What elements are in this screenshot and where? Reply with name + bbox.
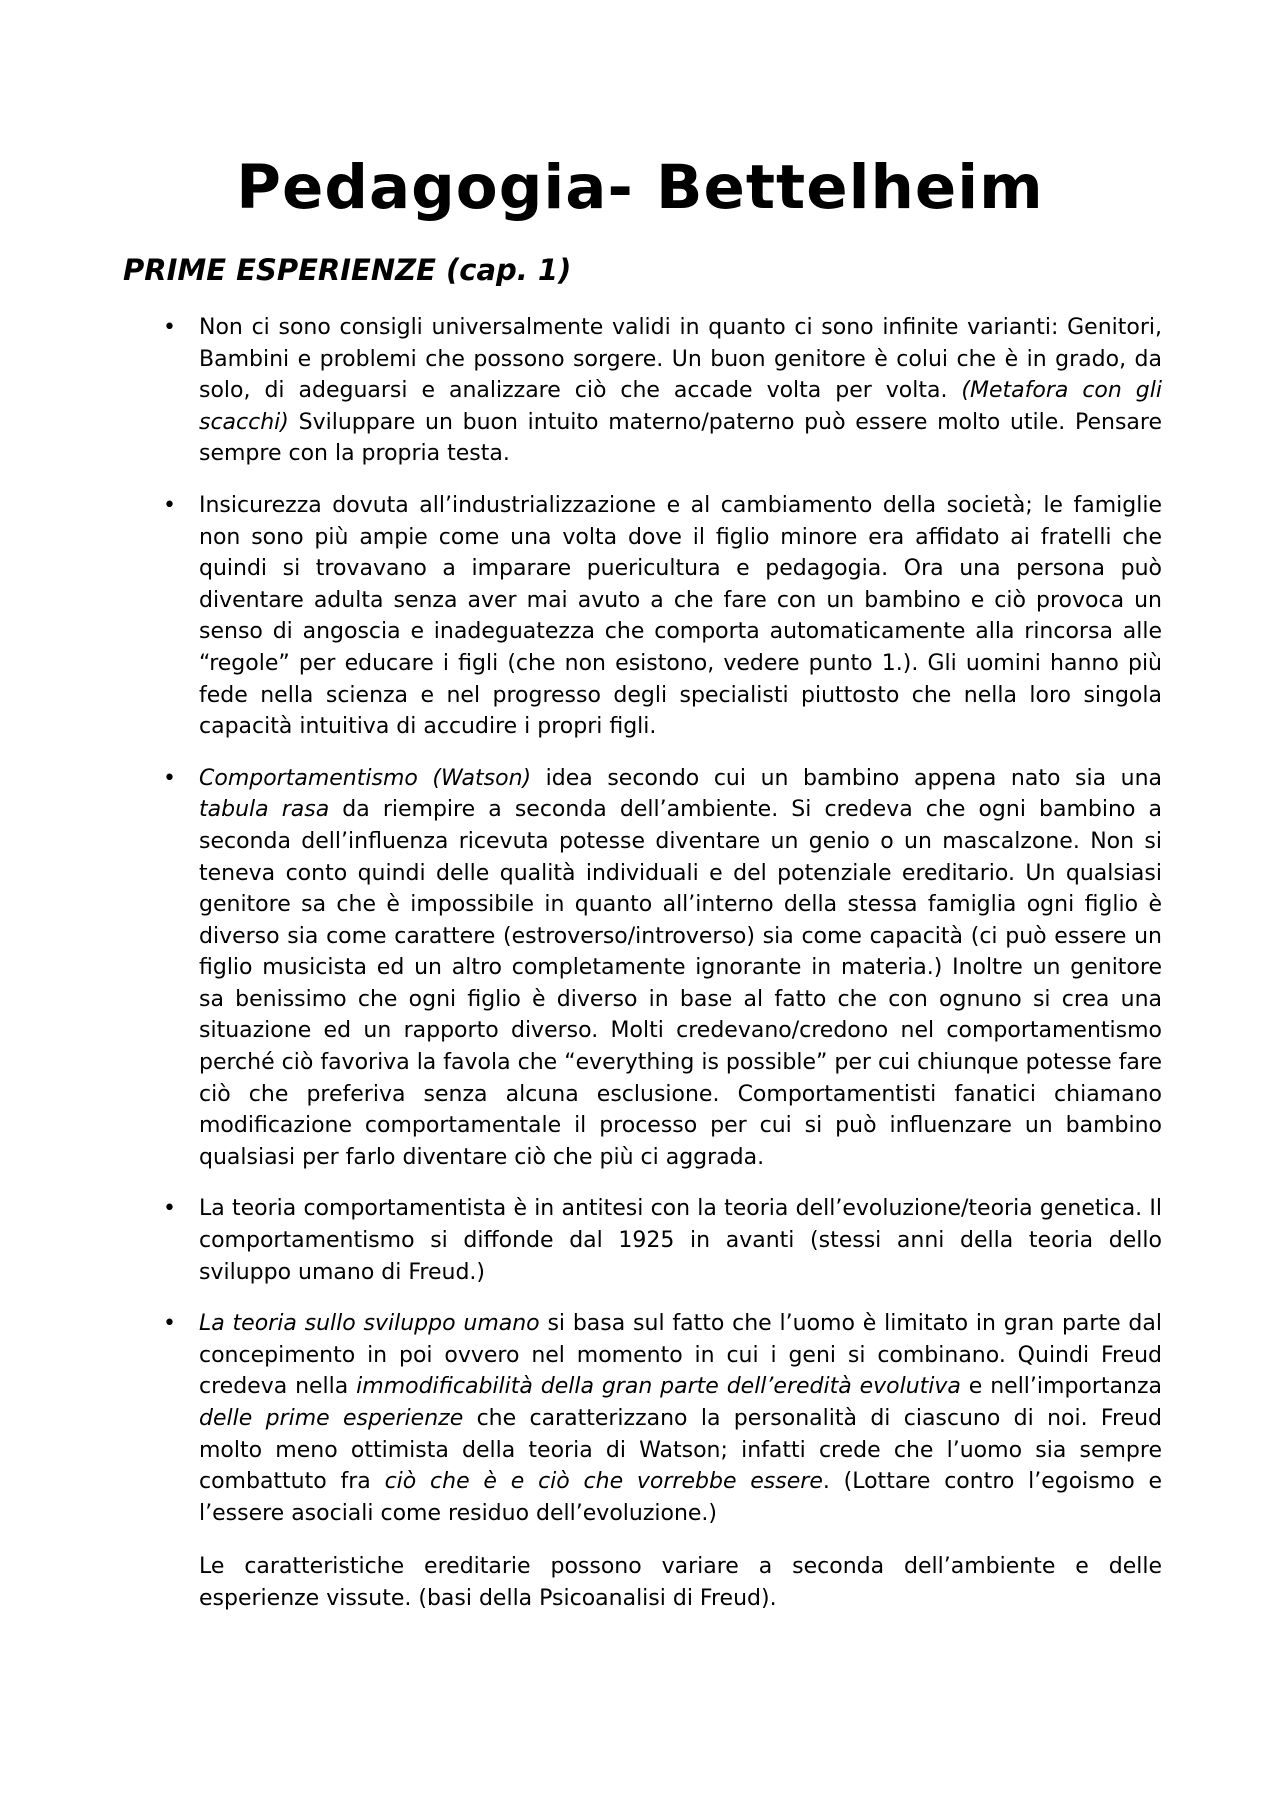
paragraph [199, 1308, 1162, 1529]
text-run: da riempire a seconda dell’ambiente. Si credeva che ogni bambino a seconda dell’influenza ricevuta potesse diventare un genio o un mascalzone. Non si teneva conto quindi delle qualità individuali e del potenziale ereditario. Un qualsiasi genitore sa che è impossibile in quanto all’interno della stessa famiglia ogni figlio è diverso sia come carattere (estroverso/introverso) sia come capacità (ci può essere un figlio musicista ed un altro completamente ignorante in materia.) Inoltre un genitore sa benissimo che ogni figlio è diverso in base al fatto che con ognuno si crea una situazione ed un rapporto diverso. Molti credevano/credono nel comportamentismo perché ciò favoriva la favola che “everything is possible” per cui chiunque potesse fare ciò che preferiva senza alcuna esclusione. Comportamentisti fanatici chiamano modificazione comportamentale il processo per cui si può influenzare un bambino qualsiasi per farlo diventare ciò che più ci aggrada. [199, 797, 1162, 1170]
bullet-icon: • [163, 492, 176, 518]
bullet-icon: • [163, 765, 176, 791]
list-item [0, 1308, 1162, 1614]
italic-text-run: ciò che è e ciò che vorrebbe essere [384, 1469, 823, 1495]
italic-text-run: delle prime esperienze [199, 1406, 464, 1431]
text-run: Le caratteristiche ereditarie possono variare a seconda dell’ambiente e delle esperienze vissute. (basi della Psicoanalisi di Freud). [199, 1554, 1162, 1611]
bullet-icon: • [163, 1196, 176, 1222]
section-heading: PRIME ESPERIENZE (cap. 1) [123, 253, 572, 287]
bullet-icon: • [163, 1311, 176, 1337]
paragraph [199, 1551, 1162, 1614]
italic-text-run: (Metafora con gli scacchi) [199, 378, 1162, 435]
bullet-list [0, 312, 1280, 1635]
paragraph [199, 763, 1162, 1174]
list-item [0, 1193, 1162, 1288]
document-title: Pedagogia- Bettelheim [236, 152, 1044, 223]
italic-text-run: tabula rasa [199, 797, 330, 823]
list-item [0, 312, 1162, 470]
italic-text-run: La teoria sullo sviluppo umano [199, 1311, 540, 1337]
list-item [0, 763, 1162, 1174]
text-run: e nell’importanza [960, 1374, 1162, 1400]
text-run: Sviluppare un buon intuito materno/paterno può essere molto utile. Pensare sempre con la propria testa. [199, 409, 1162, 467]
bullet-icon: • [163, 315, 176, 340]
text-run: si basa sul fatto che l’uomo è limitato in gran parte dal concepimento in poi ovvero nel momento in cui i geni si combinano. Quindi Freud credeva nella [199, 1311, 1162, 1400]
text-run: Insicurezza dovuta all’industrializzazione e al cambiamento della società; le famiglie non sono più ampie come una volta dove il figlio minore era affidato ai fratelli che quindi si trovavano a imparare puericultura e pedagogia. Ora una persona può diventare adulta senza aver mai avuto a che fare con un bambino e ciò provoca un senso di angoscia e inadeguatezza che comporta automaticamente alla rincorsa alle “regole” per educare i figli (che non esistono, vedere punto 1.). Gli uomini hanno più fede nella scienza e nel progresso degli specialisti piuttosto che nella loro singola capacità intuitiva di accudire i propri figli. [199, 492, 1162, 740]
italic-text-run: Comportamentismo (Watson) [199, 765, 532, 791]
paragraph [199, 490, 1162, 743]
text-run: idea secondo cui un bambino appena nato sia una [531, 765, 1162, 791]
text-run: Non ci sono consigli universalmente validi in quanto ci sono infinite varianti: Genitori, Bambini e problemi che possono sorgere. Un buon genitore è colui che è in grado, da solo, di adeguarsi e analizzare ciò che accade volta per volta. [199, 315, 1162, 404]
text-run: . (Lottare contro l’egoismo e l’essere asociali come residuo dell’evoluzione.) [199, 1469, 1162, 1526]
list-item [0, 490, 1162, 743]
italic-text-run: immodificabilità della gran parte dell’eredità evolutiva [356, 1374, 961, 1400]
paragraph [199, 312, 1162, 470]
text-run: La teoria comportamentista è in antitesi con la teoria dell’evoluzione/teoria genetica. Il comportamentismo si diffonde dal 1925 in avanti (stessi anni della teoria dello sviluppo umano di Freud.) [199, 1196, 1162, 1285]
text-run: che caratterizzano la personalità di ciascuno di noi. Freud molto meno ottimista della teoria di Watson; infatti crede che l’uomo sia sempre combattuto fra [199, 1406, 1162, 1495]
paragraph [199, 1193, 1162, 1288]
